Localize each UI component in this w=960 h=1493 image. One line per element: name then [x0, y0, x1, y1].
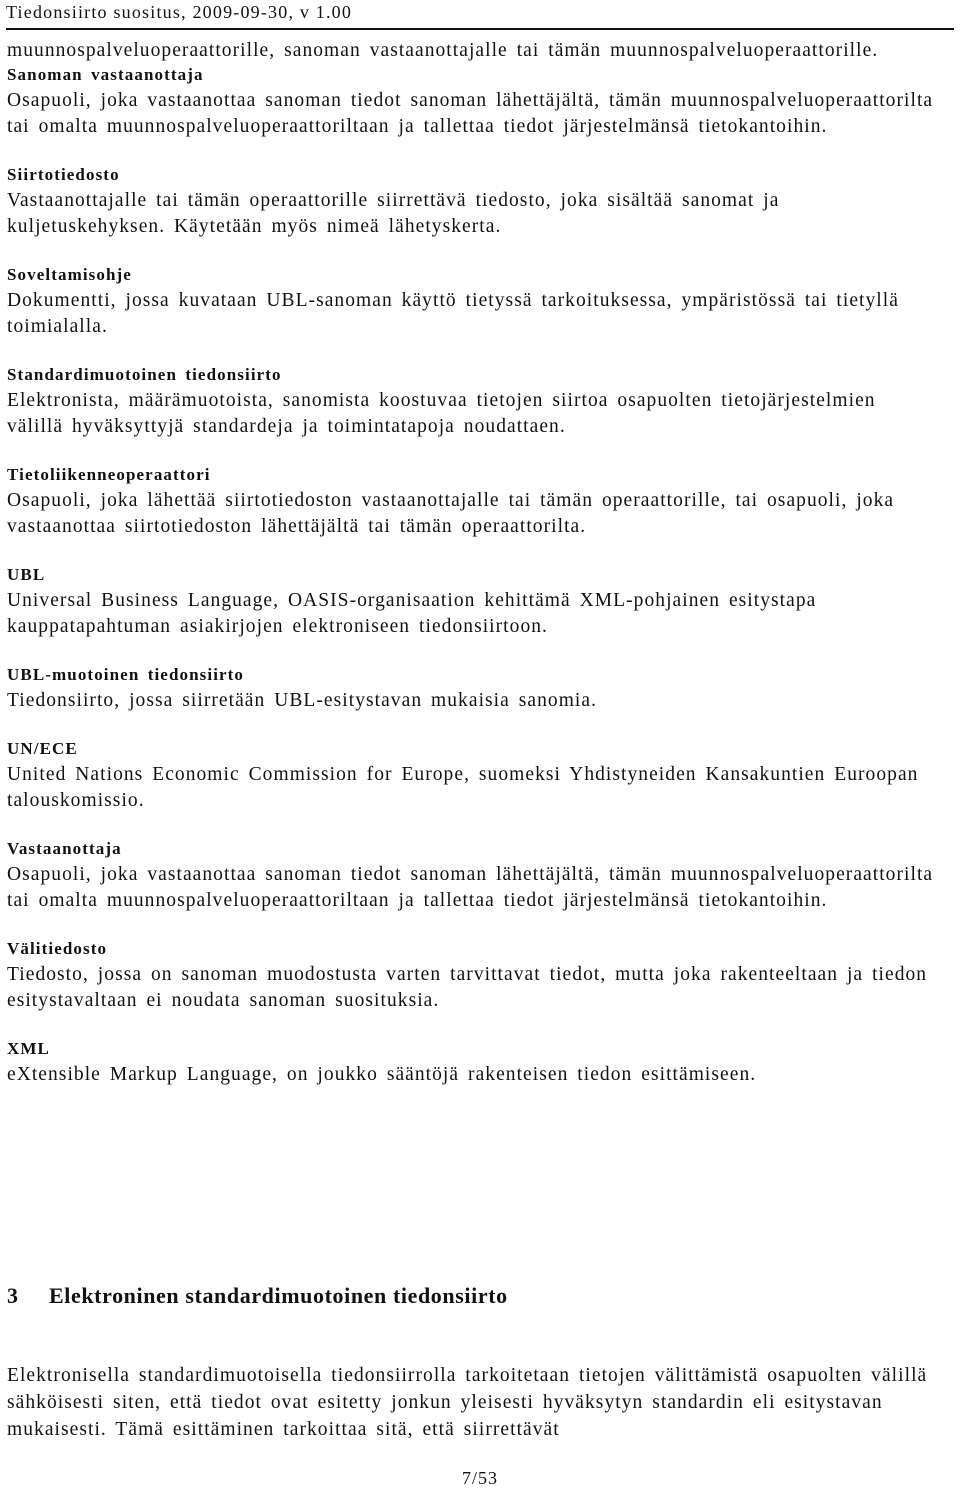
definition-term: Välitiedosto: [7, 939, 108, 958]
definition-text: Vastaanottajalle tai tämän operaattorille siirrettävä tiedosto, joka sisältää sanomat ja kuljetuskehyksen. Käytetään myös nimeä lähetyskerta.: [7, 190, 780, 237]
definition-entry: [7, 664, 937, 714]
definition-term: Soveltamisohje: [7, 265, 132, 284]
definition-entry: [7, 1038, 937, 1088]
definition-text: Universal Business Language, OASIS-organisaation kehittämä XML-pohjainen esitystapa kauppatapahtuman asiakirjojen elektroniseen tiedonsiirtoon.: [7, 590, 817, 637]
definition-entry: [7, 738, 937, 814]
definition-term: Siirtotiedosto: [7, 165, 120, 184]
definition-entry: [7, 838, 937, 914]
definition-entry: [7, 364, 937, 440]
definition-text: Osapuoli, joka vastaanottaa sanoman tiedot sanoman lähettäjältä, tämän muunnospalveluoperaattorilta tai omalta muunnospalveluoperaattoriltaan ja tallettaa tiedot järjestelmänsä tietokantoihin.: [7, 90, 934, 137]
definition-term: Sanoman vastaanottaja: [7, 65, 204, 84]
definition-entry: [7, 938, 937, 1014]
definition-term: Standardimuotoinen tiedonsiirto: [7, 365, 282, 384]
definition-term: UN/ECE: [7, 739, 78, 758]
page-header: [6, 0, 954, 30]
definition-text: Elektronista, määrämuotoista, sanomista koostuvaa tietojen siirtoa osapuolten tietojärjestelmien välillä hyväksyttyjä standardeja ja toimintatapoja noudattaen.: [7, 390, 876, 437]
section-heading: [7, 1282, 508, 1310]
definition-text: Osapuoli, joka lähettää siirtotiedoston vastaanottajalle tai tämän operaattorille, tai osapuoli, joka vastaanottaa siirtotiedoston lähettäjältä tai tämän operaattorilta.: [7, 490, 895, 537]
page-number: 7/53: [461, 1468, 498, 1488]
definition-text: eXtensible Markup Language, on joukko sääntöjä rakenteisen tiedon esittämiseen.: [7, 1064, 757, 1085]
definition-term: UBL-muotoinen tiedonsiirto: [7, 665, 245, 684]
definition-term: Tietoliikenneoperaattori: [7, 465, 211, 484]
document-body: [7, 38, 937, 1112]
definition-term: UBL: [7, 565, 46, 584]
definition-text: Tiedosto, jossa on sanoman muodostusta varten tarvittavat tiedot, mutta joka rakenteeltaan ja tiedon esitystavaltaan ei noudata sanoman suosituksia.: [7, 964, 928, 1011]
header-text: Tiedonsiirto suositus, 2009-09-30, v 1.00: [6, 2, 353, 22]
definition-entry: [7, 264, 937, 340]
intro-paragraph: muunnospalveluoperaattorille, sanoman vastaanottajalle tai tämän muunnospalveluoperaattorille.: [7, 40, 879, 61]
section-title: Elektroninen standardimuotoinen tiedonsiirto: [49, 1283, 508, 1308]
section-body-paragraph: Elektronisella standardimuotoisella tiedonsiirrolla tarkoitetaan tietojen välittämistä osapuolten välillä sähköisesti siten, että tiedot ovat esitetty jonkun yleisesti hyväksytyn standardin eli esitystavan mukaisesti. Tämä esittäminen tarkoittaa sitä, että siirrettävät: [7, 1365, 928, 1440]
definition-term: XML: [7, 1039, 50, 1058]
definition-entry: [7, 464, 937, 540]
definition-entry: [7, 164, 937, 240]
definition-text: Tiedonsiirto, jossa siirretään UBL-esitystavan mukaisia sanomia.: [7, 690, 598, 711]
definition-term: Vastaanottaja: [7, 839, 122, 858]
section-number: 3: [7, 1283, 19, 1308]
definition-entry: [7, 564, 937, 640]
definition-text: United Nations Economic Commission for Europe, suomeksi Yhdistyneiden Kansakuntien Euroopan talouskomissio.: [7, 764, 919, 811]
definition-entry: [7, 64, 937, 140]
definition-text: Osapuoli, joka vastaanottaa sanoman tiedot sanoman lähettäjältä, tämän muunnospalveluoperaattorilta tai omalta muunnospalveluoperaattoriltaan ja tallettaa tiedot järjestelmänsä tietokantoihin.: [7, 864, 934, 911]
definition-text: Dokumentti, jossa kuvataan UBL-sanoman käyttö tietyssä tarkoituksessa, ympäristössä tai tietyllä toimialalla.: [7, 290, 899, 337]
